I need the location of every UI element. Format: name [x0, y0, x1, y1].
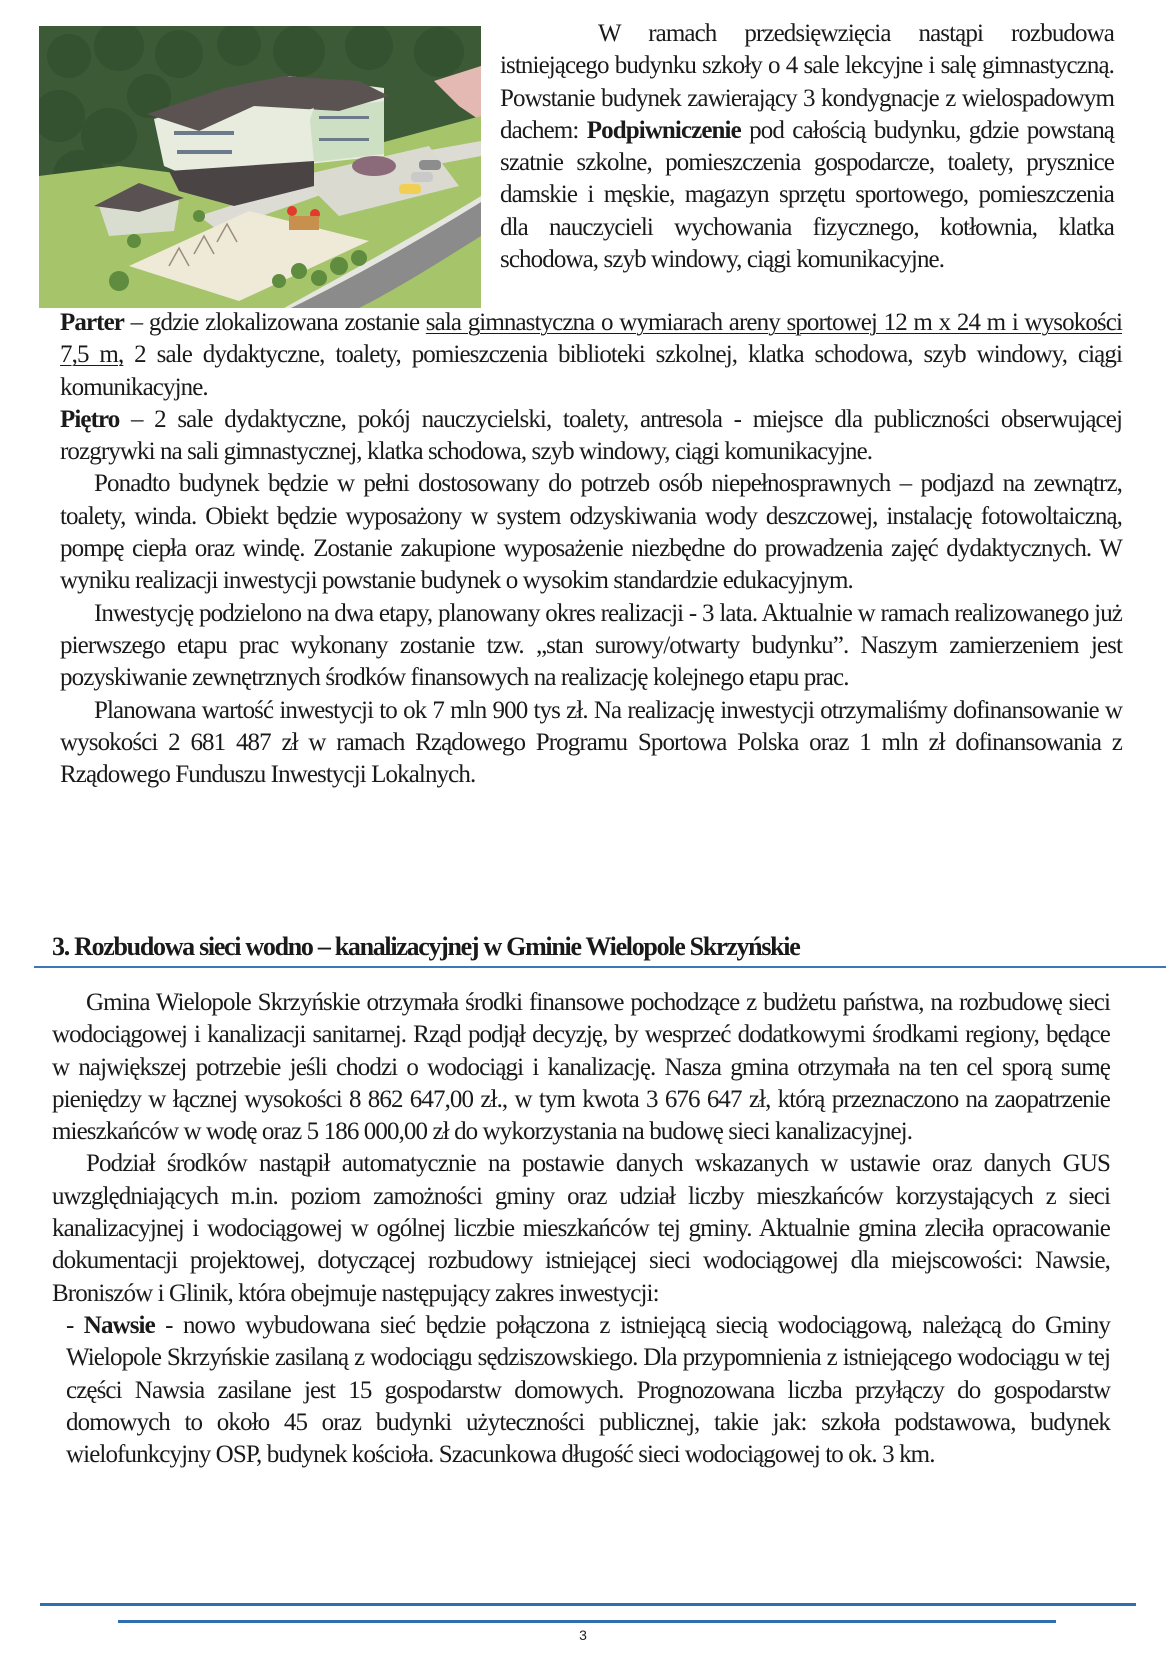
section3-paragraph-2: Podział środków nastąpił automatycznie na postawie danych wskazanych w ustawie oraz danych GUS uwzględniających m.in. poziom zamożności gminy oraz udział liczby mieszkańców korzystających z sieci kanalizacyjnej i wodociągowej w ogólnej liczbie mieszkańców tej gminy. Aktualnie gmina zleciła opracowanie dokumentacji projektowej, dotyczącej rozbudowy istniejącej sieci wodociągowej dla miejscowości: Nawsie, Broniszów i Glinik, która obejmuje następujący zakres inwestycji:	[52, 1150, 1110, 1307]
section-heading: 3. Rozbudowa sieci wodno – kanalizacyjnej w Gminie Wielopole Skrzyńskie	[52, 932, 800, 961]
intro-paragraph	[500, 18, 1114, 276]
parter-paragraph	[60, 307, 1122, 404]
list-item-nawsie	[52, 1310, 1110, 1471]
funding-paragraph: Planowana wartość inwestycji to ok 7 mln 900 tys zł. Na realizację inwestycji otrzymaliśmy dofinansowanie w wysokości 2 681 487 zł w ramach Rządowego Programu Sportowa Polska oraz 1 mln zł dofinansowania z Rządowego Funduszu Inwestycji Lokalnych.	[60, 696, 1122, 789]
section3-paragraph-1: Gmina Wielopole Skrzyńskie otrzymała środki finansowe pochodzące z budżetu państwa, na rozbudowę sieci wodociągowej i kanalizacji sanitarnej. Rząd podjął decyzję, by wesprzeć dodatkowymi środkami regiony, będące w największej potrzebie jeśli chodzi o wodociągi i kanalizację. Nasza gmina otrzymała na ten cel sporą sumę pieniędzy w łącznej wysokości 8 862 647,00 zł., w tym kwota 3 676 647 zł, którą przeznaczono na zaopatrzenie mieszkańców w wodę oraz 5 186 000,00 zł do wykorzystania na budowę sieci kanalizacyjnej.	[52, 989, 1110, 1146]
footer-divider-bottom	[118, 1620, 1056, 1623]
pietro-paragraph	[60, 404, 1122, 469]
intro-bold-term: Podpiwniczenie	[586, 116, 741, 144]
parter-text-a: – gdzie zlokalizowana zostanie	[124, 309, 426, 336]
section3-body	[52, 987, 1110, 1471]
page-number: 3	[579, 1627, 587, 1643]
pietro-label: Piętro	[60, 405, 120, 433]
heading-divider	[34, 966, 1166, 968]
accessibility-paragraph: Ponadto budynek będzie w pełni dostosowany do potrzeb osób niepełnosprawnych – podjazd na zewnątrz, toalety, winda. Obiekt będzie wyposażony w system odzyskiwania wody deszczowej, instalację fotowoltaiczną, pompę ciepła oraz windę. Zostanie zakupione wyposażenie niezbędne do prowadzenia zajęć dydaktycznych. W wyniku realizacji inwestycji powstanie budynek o wysokim standardzie edukacyjnym.	[60, 470, 1122, 595]
parter-underlined-text: sala gimnastyczna o wymiarach areny sportowej 12 m x 24 m i wysokości 7,5 m,	[60, 309, 1122, 369]
intro-text	[500, 18, 1114, 276]
intro-text-end: pod całością budynku, gdzie powstaną szatnie szkolne, pomieszczenia gospodarcze, toalety, prysznice damskie i męskie, magazyn sprzętu sportowego, pomieszczenia dla nauczycieli wychowania fizycznego, kotłownia, klatka schodowa, szyb windowy, ciągi komunikacyjne.	[500, 116, 1114, 274]
list-bullet: -	[66, 1311, 84, 1339]
stages-paragraph: Inwestycję podzielono na dwa etapy, planowany okres realizacji - 3 lata. Aktualnie w ramach realizowanego już pierwszego etapu prac wykonany zostanie tzw. „stan surowy/otwarty budynku”. Naszym zamierzeniem jest pozyskiwanie zewnętrznych środków finansowych na realizację kolejnego etapu prac.	[60, 599, 1122, 692]
parter-label: Parter	[60, 309, 124, 336]
pietro-text: – 2 sale dydaktyczne, pokój nauczycielski, toalety, antresola - miejsce dla publiczności obserwującej rozgrywki na sali gimnastycznej, klatka schodowa, szyb windowy, ciągi komunikacyjne.	[60, 405, 1122, 466]
floor-descriptions	[60, 307, 1122, 791]
intro-text-start: W ramach przedsięwzięcia nastąpi rozbudowa istniejącego budynku szkoły o 4 sale lekcyjne i salę gimnastyczną. Powstanie budynek zawierający 3 kondygnacje z wielospadowym dachem:	[500, 20, 1114, 144]
list-item-label: Nawsie	[83, 1311, 155, 1339]
list-item-text: - nowo wybudowana sieć będzie połączona z istniejącą siecią wodociągową, należącą do Gminy Wielopole Skrzyńskie zasilaną z wodociągu sędziszowskiego. Dla przypomnienia z istniejącego wodociągu w tej części Nawsia zasilane jest 15 gospodarstw domowych. Prognozowana liczba przyłączy do gospodarstw domowych to około 45 oraz budynki użyteczności publicznej, takie jak: szkoła podstawowa, budynek wielofunkcyjny OSP, budynek kościoła. Szacunkowa długość sieci wodociągowej to ok. 3 km.	[66, 1311, 1110, 1469]
footer-divider-top	[40, 1603, 1136, 1606]
building-render-image	[39, 26, 481, 308]
parter-text-b: 2 sale dydaktyczne, toalety, pomieszczenia biblioteki szkolnej, klatka schodowa, szyb windowy, ciągi komunikacyjne.	[60, 341, 1123, 401]
building-render-icon	[39, 26, 481, 308]
